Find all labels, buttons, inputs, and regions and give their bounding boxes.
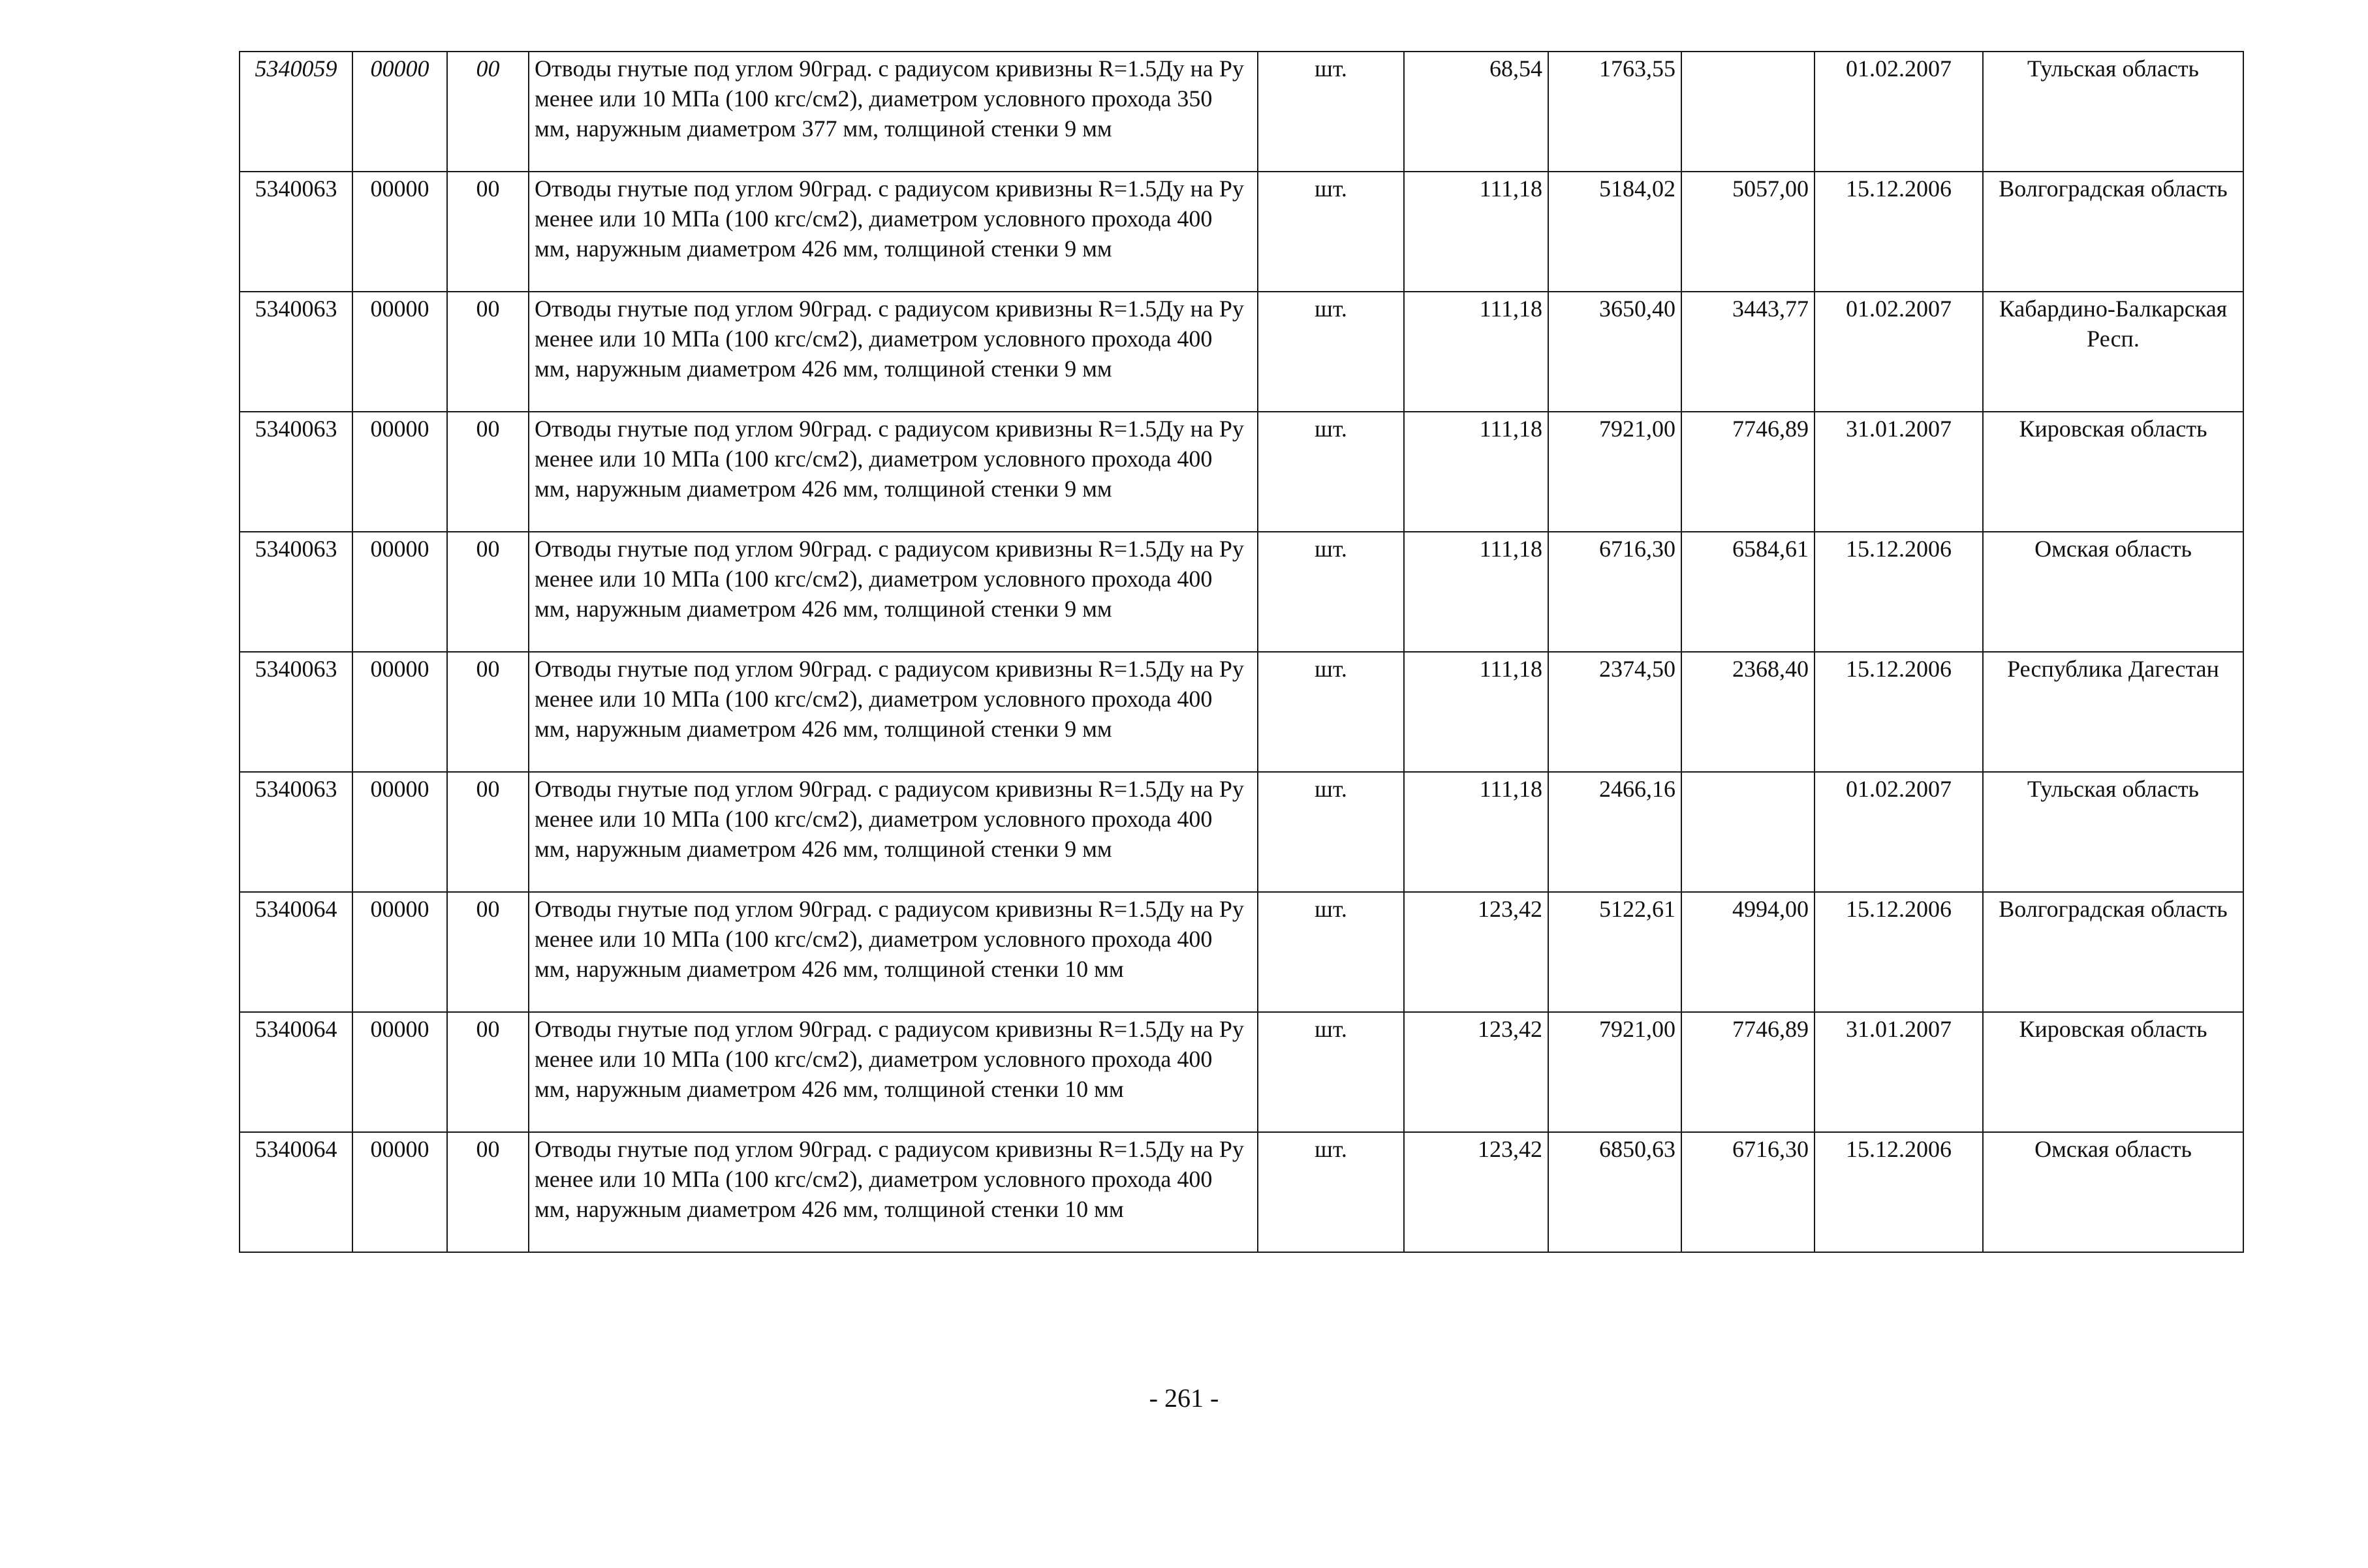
cell-weight: 111,18 xyxy=(1404,172,1548,292)
table-row xyxy=(240,172,2243,292)
cell-description: Отводы гнутые под углом 90град. с радиусом кривизны R=1.5Ду на Ру менее или 10 МПа (100 кгс/см2), диаметром условного прохода 400 мм, наружным диаметром 426 мм, толщиной стенки 10 мм xyxy=(529,1012,1258,1132)
cell-price-1: 7921,00 xyxy=(1548,1012,1681,1132)
cell-description: Отводы гнутые под углом 90град. с радиусом кривизны R=1.5Ду на Ру менее или 10 МПа (100 кгс/см2), диаметром условного прохода 400 мм, наружным диаметром 426 мм, толщиной стенки 10 мм xyxy=(529,892,1258,1012)
cell-variant: 00 xyxy=(447,292,529,412)
cell-description: Отводы гнутые под углом 90град. с радиусом кривизны R=1.5Ду на Ру менее или 10 МПа (100 кгс/см2), диаметром условного прохода 400 мм, наружным диаметром 426 мм, толщиной стенки 9 мм xyxy=(529,652,1258,772)
cell-code: 5340063 xyxy=(240,532,352,652)
cell-price-2: 6716,30 xyxy=(1681,1132,1815,1252)
cell-variant: 00 xyxy=(447,772,529,892)
table-row xyxy=(240,1132,2243,1252)
cell-price-1: 3650,40 xyxy=(1548,292,1681,412)
cell-variant: 00 xyxy=(447,892,529,1012)
cell-code: 5340059 xyxy=(240,52,352,172)
cell-subcode: 00000 xyxy=(352,292,447,412)
cell-unit: шт. xyxy=(1258,772,1404,892)
cell-weight: 111,18 xyxy=(1404,412,1548,532)
cell-region: Тульская область xyxy=(1983,52,2243,172)
cell-subcode: 00000 xyxy=(352,772,447,892)
cell-price-1: 1763,55 xyxy=(1548,52,1681,172)
cell-subcode: 00000 xyxy=(352,892,447,1012)
table-row xyxy=(240,52,2243,172)
cell-price-2 xyxy=(1681,772,1815,892)
table-row xyxy=(240,1012,2243,1132)
table-row xyxy=(240,532,2243,652)
cell-date: 31.01.2007 xyxy=(1815,412,1983,532)
cell-weight: 123,42 xyxy=(1404,1012,1548,1132)
cell-code: 5340064 xyxy=(240,1012,352,1132)
cell-weight: 123,42 xyxy=(1404,1132,1548,1252)
cell-date: 15.12.2006 xyxy=(1815,532,1983,652)
cell-unit: шт. xyxy=(1258,652,1404,772)
cell-description: Отводы гнутые под углом 90град. с радиусом кривизны R=1.5Ду на Ру менее или 10 МПа (100 кгс/см2), диаметром условного прохода 400 мм, наружным диаметром 426 мм, толщиной стенки 9 мм xyxy=(529,172,1258,292)
cell-region: Кировская область xyxy=(1983,1012,2243,1132)
cell-code: 5340064 xyxy=(240,892,352,1012)
cell-weight: 123,42 xyxy=(1404,892,1548,1012)
cell-date: 15.12.2006 xyxy=(1815,652,1983,772)
cell-price-1: 2466,16 xyxy=(1548,772,1681,892)
cell-date: 01.02.2007 xyxy=(1815,292,1983,412)
table-row xyxy=(240,892,2243,1012)
cell-subcode: 00000 xyxy=(352,532,447,652)
cell-price-1: 6716,30 xyxy=(1548,532,1681,652)
cell-variant: 00 xyxy=(447,652,529,772)
cell-weight: 111,18 xyxy=(1404,652,1548,772)
page-number: - 261 - xyxy=(1149,1383,1219,1413)
cell-variant: 00 xyxy=(447,412,529,532)
table-body xyxy=(240,52,2243,1252)
table-row xyxy=(240,652,2243,772)
cell-subcode: 00000 xyxy=(352,1132,447,1252)
cell-description: Отводы гнутые под углом 90град. с радиусом кривизны R=1.5Ду на Ру менее или 10 МПа (100 кгс/см2), диаметром условного прохода 350 мм, наружным диаметром 377 мм, толщиной стенки 9 мм xyxy=(529,52,1258,172)
cell-variant: 00 xyxy=(447,1132,529,1252)
cell-date: 01.02.2007 xyxy=(1815,772,1983,892)
cell-variant: 00 xyxy=(447,532,529,652)
cell-region: Кабардино-Балкарская Респ. xyxy=(1983,292,2243,412)
cell-subcode: 00000 xyxy=(352,1012,447,1132)
cell-region: Республика Дагестан xyxy=(1983,652,2243,772)
table-row xyxy=(240,412,2243,532)
cell-price-2: 3443,77 xyxy=(1681,292,1815,412)
cell-subcode: 00000 xyxy=(352,412,447,532)
cell-variant: 00 xyxy=(447,52,529,172)
cell-weight: 111,18 xyxy=(1404,292,1548,412)
cell-date: 31.01.2007 xyxy=(1815,1012,1983,1132)
cell-unit: шт. xyxy=(1258,1012,1404,1132)
cell-variant: 00 xyxy=(447,172,529,292)
cell-unit: шт. xyxy=(1258,1132,1404,1252)
cell-date: 15.12.2006 xyxy=(1815,172,1983,292)
cell-price-1: 6850,63 xyxy=(1548,1132,1681,1252)
table-row xyxy=(240,292,2243,412)
cell-code: 5340063 xyxy=(240,772,352,892)
cell-weight: 111,18 xyxy=(1404,532,1548,652)
cell-region: Кировская область xyxy=(1983,412,2243,532)
cell-description: Отводы гнутые под углом 90град. с радиусом кривизны R=1.5Ду на Ру менее или 10 МПа (100 кгс/см2), диаметром условного прохода 400 мм, наружным диаметром 426 мм, толщиной стенки 9 мм xyxy=(529,532,1258,652)
cell-description: Отводы гнутые под углом 90град. с радиусом кривизны R=1.5Ду на Ру менее или 10 МПа (100 кгс/см2), диаметром условного прохода 400 мм, наружным диаметром 426 мм, толщиной стенки 9 мм xyxy=(529,772,1258,892)
cell-price-1: 5184,02 xyxy=(1548,172,1681,292)
cell-weight: 68,54 xyxy=(1404,52,1548,172)
cell-weight: 111,18 xyxy=(1404,772,1548,892)
cell-date: 15.12.2006 xyxy=(1815,1132,1983,1252)
cell-region: Омская область xyxy=(1983,1132,2243,1252)
cell-code: 5340063 xyxy=(240,292,352,412)
cell-price-2: 4994,00 xyxy=(1681,892,1815,1012)
cell-unit: шт. xyxy=(1258,172,1404,292)
cell-region: Тульская область xyxy=(1983,772,2243,892)
cell-description: Отводы гнутые под углом 90град. с радиусом кривизны R=1.5Ду на Ру менее или 10 МПа (100 кгс/см2), диаметром условного прохода 400 мм, наружным диаметром 426 мм, толщиной стенки 10 мм xyxy=(529,1132,1258,1252)
cell-unit: шт. xyxy=(1258,292,1404,412)
cell-price-2 xyxy=(1681,52,1815,172)
cell-subcode: 00000 xyxy=(352,652,447,772)
cell-unit: шт. xyxy=(1258,52,1404,172)
cell-price-2: 7746,89 xyxy=(1681,412,1815,532)
cell-region: Волгоградская область xyxy=(1983,892,2243,1012)
table-row xyxy=(240,772,2243,892)
cell-code: 5340064 xyxy=(240,1132,352,1252)
cell-subcode: 00000 xyxy=(352,172,447,292)
cell-price-2: 6584,61 xyxy=(1681,532,1815,652)
cell-unit: шт. xyxy=(1258,532,1404,652)
cell-description: Отводы гнутые под углом 90град. с радиусом кривизны R=1.5Ду на Ру менее или 10 МПа (100 кгс/см2), диаметром условного прохода 400 мм, наружным диаметром 426 мм, толщиной стенки 9 мм xyxy=(529,412,1258,532)
cell-date: 15.12.2006 xyxy=(1815,892,1983,1012)
cell-code: 5340063 xyxy=(240,652,352,772)
cell-unit: шт. xyxy=(1258,412,1404,532)
cell-unit: шт. xyxy=(1258,892,1404,1012)
cell-date: 01.02.2007 xyxy=(1815,52,1983,172)
price-table xyxy=(239,51,2244,1253)
cell-region: Волгоградская область xyxy=(1983,172,2243,292)
cell-region: Омская область xyxy=(1983,532,2243,652)
cell-subcode: 00000 xyxy=(352,52,447,172)
cell-description: Отводы гнутые под углом 90град. с радиусом кривизны R=1.5Ду на Ру менее или 10 МПа (100 кгс/см2), диаметром условного прохода 400 мм, наружным диаметром 426 мм, толщиной стенки 9 мм xyxy=(529,292,1258,412)
cell-price-2: 7746,89 xyxy=(1681,1012,1815,1132)
cell-price-1: 2374,50 xyxy=(1548,652,1681,772)
cell-price-1: 5122,61 xyxy=(1548,892,1681,1012)
cell-price-2: 2368,40 xyxy=(1681,652,1815,772)
cell-price-1: 7921,00 xyxy=(1548,412,1681,532)
cell-code: 5340063 xyxy=(240,172,352,292)
cell-code: 5340063 xyxy=(240,412,352,532)
cell-price-2: 5057,00 xyxy=(1681,172,1815,292)
cell-variant: 00 xyxy=(447,1012,529,1132)
